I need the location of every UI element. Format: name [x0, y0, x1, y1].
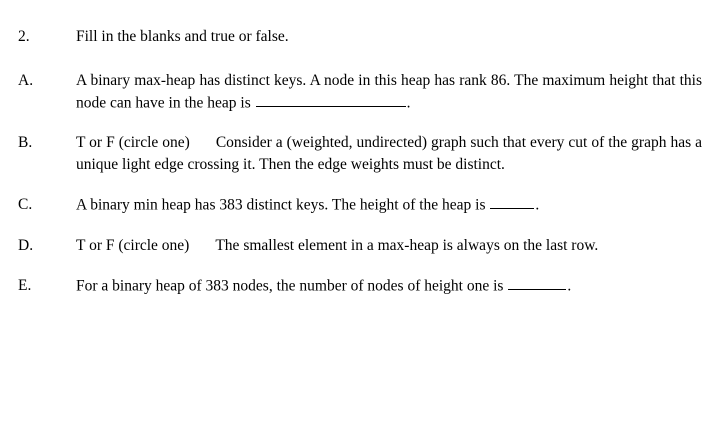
part-d-body — [76, 235, 706, 256]
part-c-body — [76, 194, 706, 216]
part-b — [18, 132, 706, 175]
part-b-body — [76, 132, 706, 175]
part-b-label: B. — [18, 134, 33, 152]
part-a-text: A binary max-heap has distinct keys. A node in this heap has rank 86. The maximum height that this node can have in the heap is — [76, 72, 702, 111]
part-d-text: The smallest element in a max-heap is always on the last row. — [215, 236, 599, 254]
part-c-text-end: . — [535, 196, 540, 214]
part-e — [18, 275, 706, 297]
part-e-label: E. — [18, 277, 32, 295]
part-e-answer-blank[interactable] — [508, 275, 566, 290]
part-e-text: For a binary heap of 383 nodes, the number of nodes of height one is — [76, 277, 508, 295]
part-a-text-end: . — [406, 94, 411, 111]
part-c — [18, 194, 706, 216]
part-d-true-false-prefix[interactable]: T or F (circle one) — [76, 236, 190, 254]
part-a — [18, 70, 706, 113]
part-a-answer-blank[interactable] — [256, 92, 406, 107]
part-a-body — [76, 70, 706, 113]
part-b-true-false-prefix[interactable]: T or F (circle one) — [76, 134, 190, 152]
question-number: 2. — [18, 28, 30, 45]
part-d-label: D. — [18, 236, 34, 254]
part-b-text: Consider a (weighted, undirected) graph such that every cut of the graph has a unique light edge crossing it. Then the edge weights must be distinct. — [76, 134, 702, 173]
part-c-text: A binary min heap has 383 distinct keys. The height of the heap is — [76, 196, 490, 214]
part-c-label: C. — [18, 196, 33, 214]
part-d — [18, 235, 706, 256]
part-c-answer-blank[interactable] — [490, 194, 534, 209]
part-e-body — [76, 275, 706, 297]
question-heading — [18, 26, 706, 47]
question-prompt: Fill in the blanks and true or false. — [76, 28, 289, 45]
part-a-label: A. — [18, 72, 34, 90]
part-e-text-end: . — [567, 277, 572, 295]
